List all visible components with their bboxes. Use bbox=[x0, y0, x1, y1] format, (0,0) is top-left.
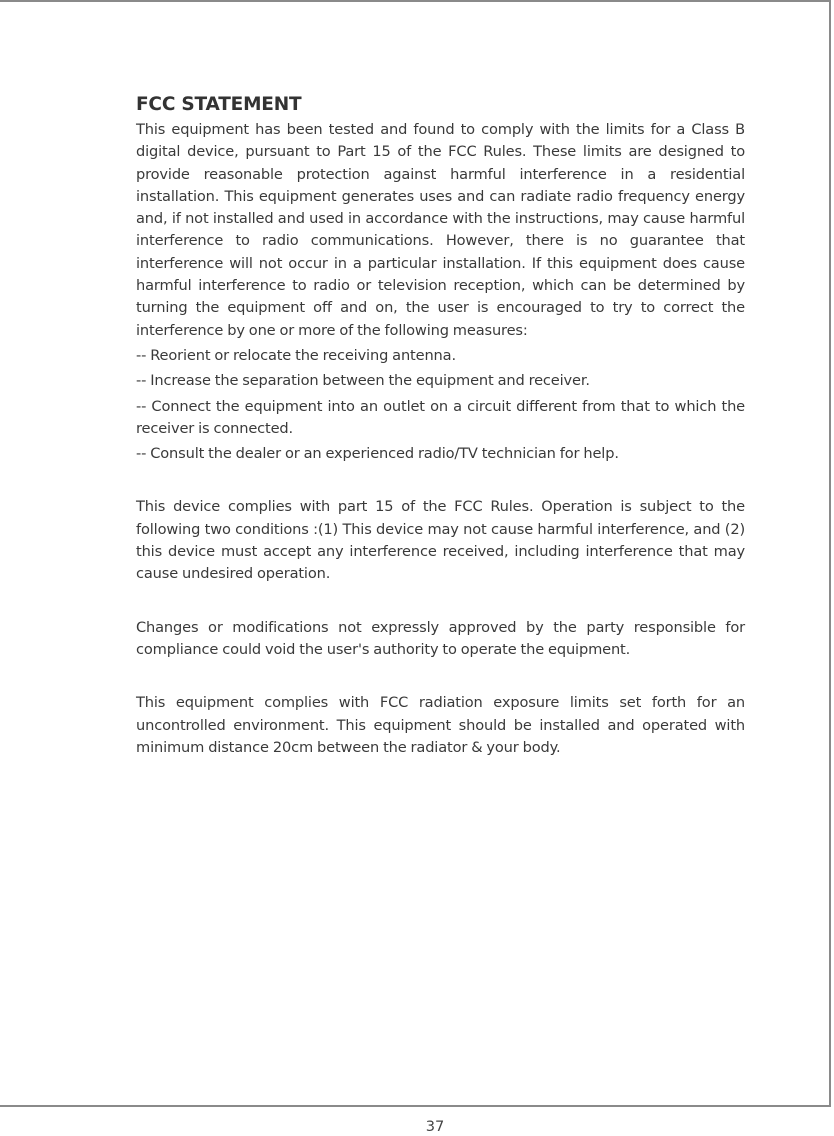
page-number: 37 bbox=[425, 1118, 445, 1135]
changes-paragraph: Changes or modifications not expressly approved by the party responsible for compliance could void the user's authority to operate the equipment. bbox=[136, 618, 745, 658]
intro-paragraph: This equipment has been tested and found to comply with the limits for a Class B digital device, pursuant to Part 15 of the FCC Rules. These limits are designed to provide reasonable protection against harmful interference in a residential installation. This equipment generates uses and can radiate radio frequency energy and, if not installed and used in accordance with the instructions, may cause harmful interference to radio communications. However, there is no guarantee that interference will not occur in a particular installation. If this equipment does cause harmful interference to radio or television reception, which can be determined by turning the equipment off and on, the user is encouraged to try to correct the interference by one or more of the following measures: bbox=[136, 121, 745, 339]
measure-item-reorient: -- Reorient or relocate the receiving antenna. bbox=[136, 346, 456, 364]
measure-item-consult: -- Consult the dealer or an experienced radio/TV technician for help. bbox=[136, 445, 619, 463]
document-body bbox=[136, 94, 745, 759]
measure-item-separation: -- Increase the separation between the equipment and receiver. bbox=[136, 372, 590, 390]
compliance-paragraph: This device complies with part 15 of the FCC Rules. Operation is subject to the following two conditions :(1) This device may not cause harmful interference, and (2) this device must accept any interference received, including interference that may cause undesired operation. bbox=[136, 498, 745, 583]
measure-item-outlet: -- Connect the equipment into an outlet on a circuit different from that to which the receiver is connected. bbox=[136, 397, 745, 437]
radiation-paragraph: This equipment complies with FCC radiation exposure limits set forth for an uncontrolled environment. This equipment should be installed and operated with minimum distance 20cm between the radiator & your body. bbox=[136, 694, 745, 756]
page-title: FCC STATEMENT bbox=[136, 94, 302, 115]
